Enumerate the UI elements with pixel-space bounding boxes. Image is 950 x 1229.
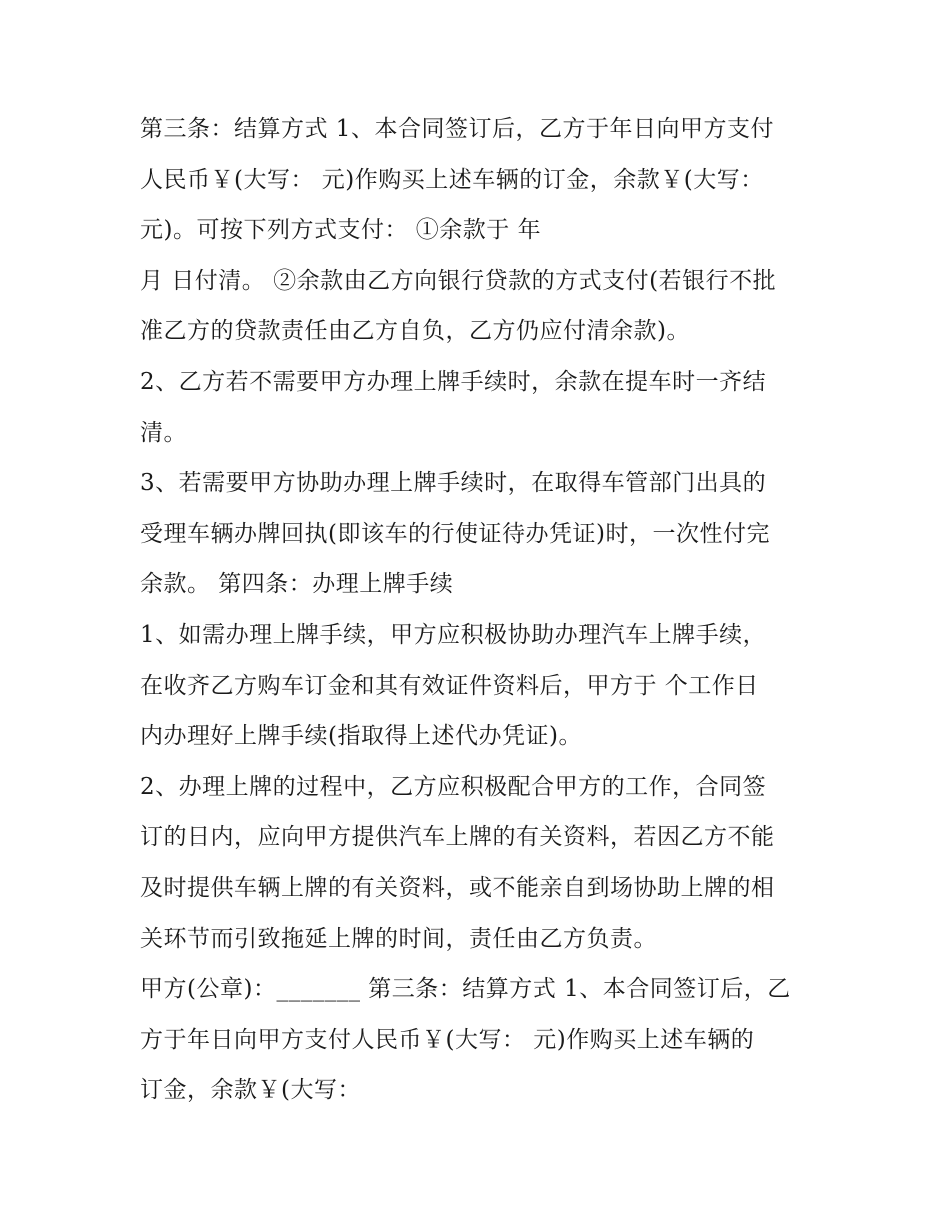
text-line: 2、乙方若不需要甲方办理上牌手续时，余款在提车时一齐结 — [140, 368, 767, 395]
text-line: 关环节而引致拖延上牌的时间，责任由乙方负责。 — [140, 925, 657, 952]
text-line: 及时提供车辆上牌的有关资料，或不能亲自到场协助上牌的相 — [140, 874, 775, 901]
text-line: 在收齐乙方购车订金和其有效证件资料后，甲方于 个工作日 — [140, 672, 759, 699]
text-line: 3、若需要甲方协助办理上牌手续时，在取得车管部门出具的 — [140, 470, 767, 497]
text-line: 准乙方的贷款责任由乙方自负，乙方仍应付清余款)。 — [140, 318, 690, 345]
text-line: 2、办理上牌的过程中，乙方应积极配合甲方的工作，合同签 — [140, 773, 767, 800]
text-line: 清。 — [140, 419, 187, 446]
text-line: 方于年日向甲方支付人民币￥(大写： 元)作购买上述车辆的 — [140, 1026, 755, 1053]
text-line: 订金，余款￥(大写： — [140, 1077, 361, 1104]
text-line: 1、如需办理上牌手续，甲方应积极协助办理汽车上牌手续， — [140, 621, 767, 648]
text-line: 甲方(公章)：_______ 第三条：结算方式 1、本合同签订后，乙 — [140, 976, 791, 1003]
contract-text — [140, 104, 820, 1116]
text-line: 元)。可按下列方式支付： ①余款于 年 — [140, 217, 542, 244]
text-line: 订的日内，应向甲方提供汽车上牌的有关资料，若因乙方不能 — [140, 824, 775, 851]
text-line: 受理车辆办牌回执(即该车的行使证待办凭证)时，一次性付完 — [140, 520, 770, 547]
text-line: 第三条：结算方式 1、本合同签订后，乙方于年日向甲方支付 — [140, 116, 774, 142]
text-line: 人民币￥(大写： 元)作购买上述车辆的订金，余款￥(大写： — [140, 166, 764, 193]
text-line: 余款。 第四条：办理上牌手续 — [140, 571, 454, 598]
text-line: 月 日付清。 ②余款由乙方向银行贷款的方式支付(若银行不批 — [140, 267, 777, 294]
text-line: 内办理好上牌手续(指取得上述代办凭证)。 — [140, 723, 582, 750]
